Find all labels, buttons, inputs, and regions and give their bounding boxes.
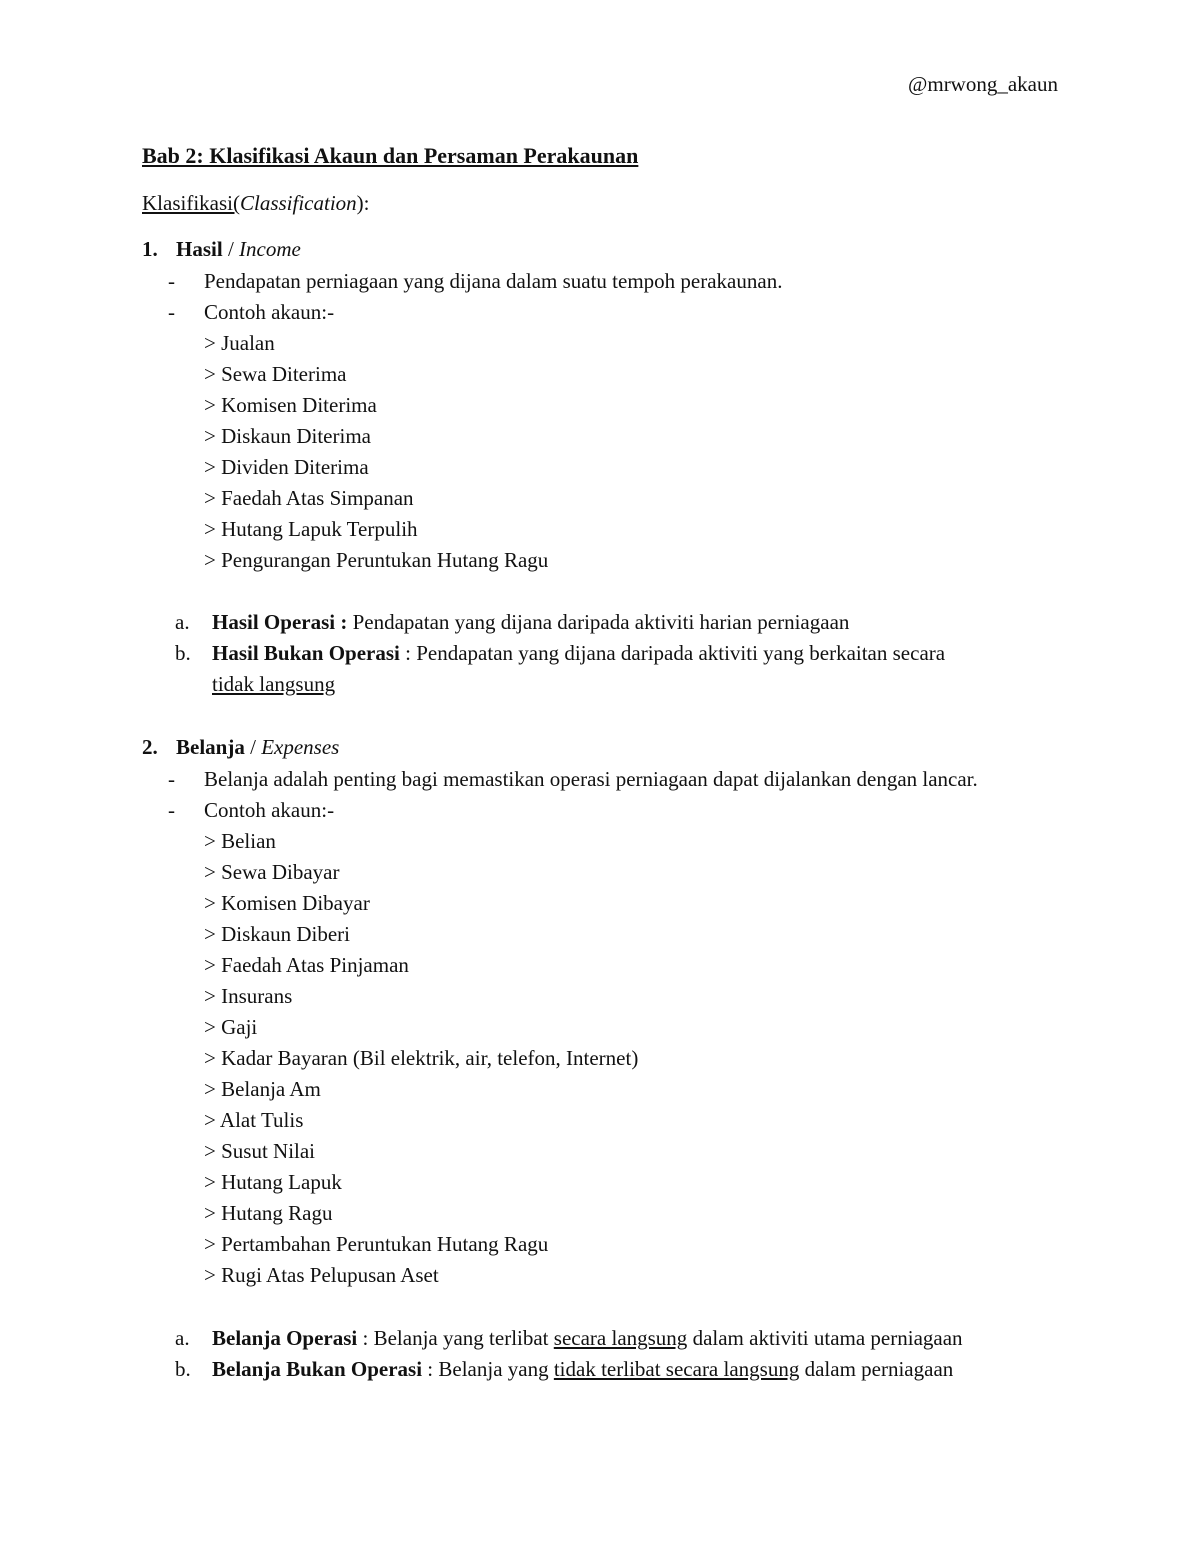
section-english: Expenses [261,735,340,759]
bullet-dash: - [168,767,175,791]
chapter-title: Bab 2: Klasifikasi Akaun dan Persaman Perakaunan [142,143,639,168]
bullet-text: Belanja adalah penting bagi memastikan operasi perniagaan dapat dijalankan dengan lancar. [204,767,978,791]
section-number: 2. [142,735,158,759]
income-account-item: > Diskaun Diterima [204,424,371,448]
expenses-bullet-examples [168,798,334,823]
subheading-paren-open: ( [232,191,240,215]
income-account-item: > Pengurangan Peruntukan Hutang Ragu [204,548,549,572]
expense-nonoperating-definition [175,1357,953,1382]
bullet-dash: - [168,269,175,293]
expense-account-item: > Gaji [204,1015,258,1039]
expense-account-item: > Belanja Am [204,1077,321,1101]
expense-account-item: > Hutang Lapuk [204,1170,342,1194]
expense-account-item: > Faedah Atas Pinjaman [204,953,409,977]
expense-account-item: > Sewa Dibayar [204,860,340,884]
expense-operating-definition [175,1326,963,1351]
expenses-bullet-definition [168,767,978,792]
expense-account-item: > Belian [204,829,276,853]
income-account-item: > Sewa Diterima [204,362,347,386]
list-letter: b. [175,1357,191,1381]
income-operating-definition [175,610,849,635]
classification-subheading [142,191,370,216]
expense-account-item: > Hutang Ragu [204,1201,333,1225]
section-expenses-heading [142,735,339,760]
list-letter: b. [175,641,191,665]
term: Belanja Operasi [212,1326,358,1350]
section-name: Hasil [176,237,223,261]
subheading-english: Classification [239,191,357,215]
section-english: Income [239,237,301,261]
income-bullet-examples [168,300,334,325]
income-account-item: > Faedah Atas Simpanan [204,486,414,510]
expense-account-item: > Rugi Atas Pelupusan Aset [204,1263,439,1287]
section-name: Belanja [176,735,245,759]
author-handle: @mrwong_akaun [908,72,1058,96]
expense-account-item: > Insurans [204,984,293,1008]
list-letter: a. [175,610,190,634]
bullet-text: Contoh akaun:- [204,798,335,822]
section-separator: / [244,735,262,759]
income-account-item: > Jualan [204,331,275,355]
bullet-dash: - [168,798,175,822]
expense-account-item: > Pertambahan Peruntukan Hutang Ragu [204,1232,549,1256]
term: Hasil Bukan Operasi [212,641,400,665]
term-description: : Belanja yang [422,1357,554,1381]
section-income-heading [142,237,301,262]
term-description: : Belanja yang terlibat [357,1326,554,1350]
term: Hasil Operasi : [212,610,348,634]
bullet-dash: - [168,300,175,324]
underlined-phrase: tidak terlibat secara langsung [553,1357,800,1381]
list-letter: a. [175,1326,190,1350]
income-nonoperating-definition [175,641,945,666]
section-number: 1. [142,237,158,261]
income-bullet-definition [168,269,782,294]
section-separator: / [222,237,240,261]
term-description: Pendapatan yang dijana daripada aktiviti harian perniagaan [347,610,850,634]
term: Belanja Bukan Operasi [212,1357,423,1381]
term-description: : Pendapatan yang dijana daripada aktiviti yang berkaitan secara [399,641,946,665]
underlined-phrase: tidak langsung [212,672,336,696]
expense-account-item: > Kadar Bayaran (Bil elektrik, air, telefon, Internet) [204,1046,639,1070]
expense-account-item: > Alat Tulis [204,1108,304,1132]
subheading-paren-close: ): [356,191,370,215]
income-nonoperating-continuation [212,672,335,697]
term-description-end: dalam perniagaan [799,1357,954,1381]
underlined-phrase: secara langsung [553,1326,688,1350]
expense-account-item: > Diskaun Diberi [204,922,350,946]
bullet-text: Contoh akaun:- [204,300,335,324]
bullet-text: Pendapatan perniagaan yang dijana dalam suatu tempoh perakaunan. [204,269,783,293]
expense-account-item: > Komisen Dibayar [204,891,370,915]
income-account-item: > Komisen Diterima [204,393,377,417]
income-account-item: > Hutang Lapuk Terpulih [204,517,418,541]
income-account-item: > Dividen Diterima [204,455,369,479]
subheading-label: Klasifikasi [142,191,233,215]
expense-account-item: > Susut Nilai [204,1139,316,1163]
term-description-end: dalam aktiviti utama perniagaan [687,1326,963,1350]
